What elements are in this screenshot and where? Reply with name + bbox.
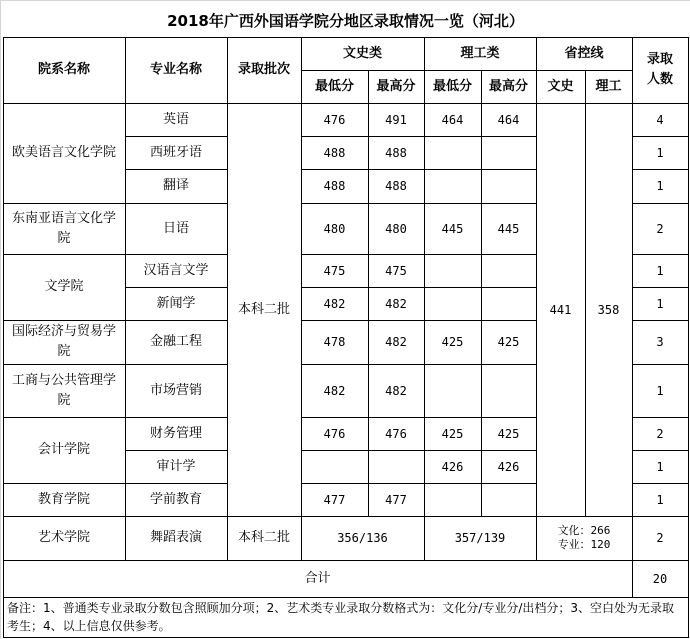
table-rule — [3, 483, 126, 484]
li-max-score: 426 — [497, 459, 520, 474]
wen-max-score: 482 — [385, 335, 407, 349]
art-control-wen: 文化：266 — [557, 524, 611, 537]
li-max-score — [481, 254, 536, 287]
table-rule — [3, 254, 126, 255]
li-min-score: 464 — [441, 112, 464, 127]
header-major: 专业名称 — [149, 62, 202, 77]
table-rule — [125, 364, 228, 365]
college-cell: 艺术学院 — [37, 530, 90, 545]
table-rule — [632, 516, 689, 517]
wen-min-score — [301, 450, 368, 483]
wen-max-score: 482 — [385, 296, 407, 311]
art-control-line — [536, 516, 632, 560]
college-cell: 国际经济与贸易学院 — [11, 324, 116, 359]
table-rule — [301, 483, 537, 484]
wen-min-score: 478 — [323, 335, 346, 349]
control-line-wen: 441 — [549, 302, 572, 317]
wen-max-score: 477 — [385, 492, 407, 507]
table-rule — [3, 320, 126, 321]
li-max-score — [481, 136, 536, 169]
major-cell: 舞蹈表演 — [149, 530, 202, 545]
li-min-score — [424, 254, 481, 287]
li-min-score — [424, 287, 481, 320]
li-min-score — [424, 364, 481, 417]
li-min-score: 425 — [441, 335, 464, 349]
count-cell: 1 — [656, 145, 664, 160]
wen-max-score: 488 — [385, 145, 407, 160]
table-rule — [632, 450, 689, 451]
li-min-score — [424, 483, 481, 516]
control-line-li: 358 — [597, 302, 620, 317]
header-control-wen: 文史 — [547, 78, 574, 94]
table-rule — [632, 287, 689, 288]
li-max-score — [481, 169, 536, 203]
table-rule — [632, 169, 689, 170]
major-cell: 市场营销 — [149, 382, 202, 398]
wen-max-score: 475 — [385, 263, 407, 278]
count-cell: 1 — [656, 263, 664, 278]
table-rule — [125, 287, 228, 288]
wen-max-score: 482 — [385, 383, 407, 398]
li-max-score — [481, 483, 536, 516]
header-li-max: 最高分 — [488, 78, 528, 94]
table-rule — [301, 364, 537, 365]
table-rule — [301, 287, 537, 288]
table-rule — [125, 516, 228, 517]
college-cell: 东南亚语言文化学院 — [11, 210, 116, 246]
table-rule — [3, 516, 126, 517]
major-cell: 英语 — [162, 111, 189, 127]
table-rule — [632, 203, 689, 204]
table-rule — [301, 254, 537, 255]
table-rule — [301, 203, 537, 204]
header-control-li: 理工 — [595, 78, 622, 94]
count-cell: 3 — [656, 335, 664, 349]
wen-min-score: 477 — [323, 492, 346, 507]
major-cell: 日语 — [162, 220, 189, 236]
header-batch: 录取批次 — [237, 62, 290, 77]
table-rule — [301, 70, 633, 71]
table-rule — [585, 70, 586, 517]
college-cell: 会计学院 — [37, 442, 90, 457]
count-cell: 2 — [656, 426, 664, 441]
count-cell: 4 — [656, 112, 664, 127]
college-cell: 欧美语言文化学院 — [11, 145, 116, 160]
major-cell: 金融工程 — [149, 334, 202, 349]
table-rule — [125, 254, 228, 255]
header-wenshi: 文史类 — [342, 45, 382, 61]
wen-min-score: 476 — [323, 112, 346, 127]
header-count: 录取人数 — [646, 52, 673, 87]
li-max-score: 445 — [497, 221, 520, 236]
li-max-score: 425 — [497, 426, 520, 441]
table-rule — [3, 37, 4, 638]
art-control-pro: 专业：120 — [557, 538, 611, 551]
total-label: 合计 — [304, 570, 331, 586]
table-rule — [301, 320, 537, 321]
count-cell: 1 — [656, 179, 664, 193]
table-rule — [125, 320, 228, 321]
table-rule — [125, 450, 228, 451]
li-max-score — [481, 287, 536, 320]
table-rule — [632, 417, 689, 418]
batch-cell: 本科二批 — [237, 530, 290, 545]
table-rule — [301, 136, 537, 137]
li-max-score: 464 — [497, 112, 520, 127]
li-min-score: 425 — [441, 426, 464, 441]
table-title: 2018年广西外国语学院分地区录取情况一览（河北） — [167, 12, 524, 30]
table-rule — [536, 516, 633, 517]
table-rule — [632, 364, 689, 365]
table-rule — [3, 637, 689, 638]
batch-cell: 本科二批 — [237, 301, 290, 317]
college-cell: 教育学院 — [37, 491, 90, 507]
table-rule — [632, 37, 633, 598]
header-ligong: 理工类 — [460, 45, 500, 61]
footnote: 备注：1、普通类专业录取分数包含照顾加分项；2、艺术类专业录取分数格式为：文化分/专业分/出档分；3、空白处为无录取考生；4、以上信息仅供参考。 — [7, 601, 674, 633]
major-cell: 汉语言文学 — [143, 262, 209, 278]
header-wen-min: 最低分 — [314, 78, 354, 94]
wen-min-score: 482 — [323, 296, 346, 311]
table-rule — [301, 516, 537, 517]
table-rule — [632, 136, 689, 137]
count-cell: 2 — [656, 221, 664, 236]
major-cell: 财务管理 — [149, 425, 202, 441]
table-rule — [3, 364, 126, 365]
table-rule — [125, 203, 228, 204]
wen-max-score: 491 — [385, 112, 407, 127]
wen-min-score: 480 — [323, 221, 346, 236]
table-rule — [632, 320, 689, 321]
college-cell: 工商与公共管理学院 — [11, 372, 116, 408]
major-cell: 西班牙语 — [149, 144, 202, 160]
table-rule — [3, 37, 689, 38]
table-rule — [301, 169, 537, 170]
table-rule — [632, 483, 689, 484]
table-rule — [125, 417, 228, 418]
li-max-score: 425 — [497, 335, 520, 349]
li-min-score — [424, 169, 481, 203]
table-rule — [632, 254, 689, 255]
li-min-score: 445 — [441, 221, 464, 236]
wen-max-score — [368, 450, 424, 483]
li-min-score: 426 — [441, 459, 464, 474]
wen-min-score: 488 — [323, 179, 346, 193]
table-rule — [3, 597, 689, 598]
wen-min-score: 482 — [323, 383, 346, 398]
total-value: 20 — [652, 571, 668, 586]
table-rule — [125, 136, 228, 137]
college-cell: 文学院 — [44, 279, 84, 294]
wen-max-score: 480 — [385, 221, 407, 236]
table-rule — [3, 560, 689, 561]
count-cell: 2 — [656, 531, 664, 545]
wen-max-score: 488 — [385, 179, 407, 193]
header-college: 院系名称 — [37, 62, 90, 77]
art-wen-score: 356/136 — [337, 531, 388, 545]
table-rule — [125, 169, 228, 170]
table-rule — [125, 483, 228, 484]
count-cell: 1 — [656, 383, 664, 398]
wen-min-score: 475 — [323, 263, 346, 278]
sheet-gridline — [0, 0, 1, 639]
header-li-min: 最低分 — [432, 78, 472, 94]
count-cell: 1 — [656, 296, 664, 311]
table-rule — [301, 417, 537, 418]
major-cell: 学前教育 — [149, 491, 202, 507]
major-cell: 翻译 — [162, 178, 189, 193]
li-max-score — [481, 364, 536, 417]
count-cell: 1 — [656, 459, 664, 474]
sheet-gridline — [0, 0, 690, 1]
header-wen-max: 最高分 — [376, 78, 416, 94]
header-control-line: 省控线 — [564, 45, 604, 61]
table-rule — [301, 450, 537, 451]
major-cell: 新闻学 — [156, 295, 196, 311]
table-rule — [3, 203, 126, 204]
count-cell: 1 — [656, 492, 664, 507]
art-li-score: 357/139 — [454, 531, 506, 545]
table-rule — [227, 516, 302, 517]
wen-min-score: 476 — [323, 426, 346, 441]
wen-max-score: 476 — [385, 426, 407, 441]
table-rule — [3, 103, 689, 104]
li-min-score — [424, 136, 481, 169]
table-rule — [3, 417, 126, 418]
major-cell: 审计学 — [156, 458, 196, 474]
wen-min-score: 488 — [323, 145, 346, 160]
table-rule — [688, 37, 689, 638]
